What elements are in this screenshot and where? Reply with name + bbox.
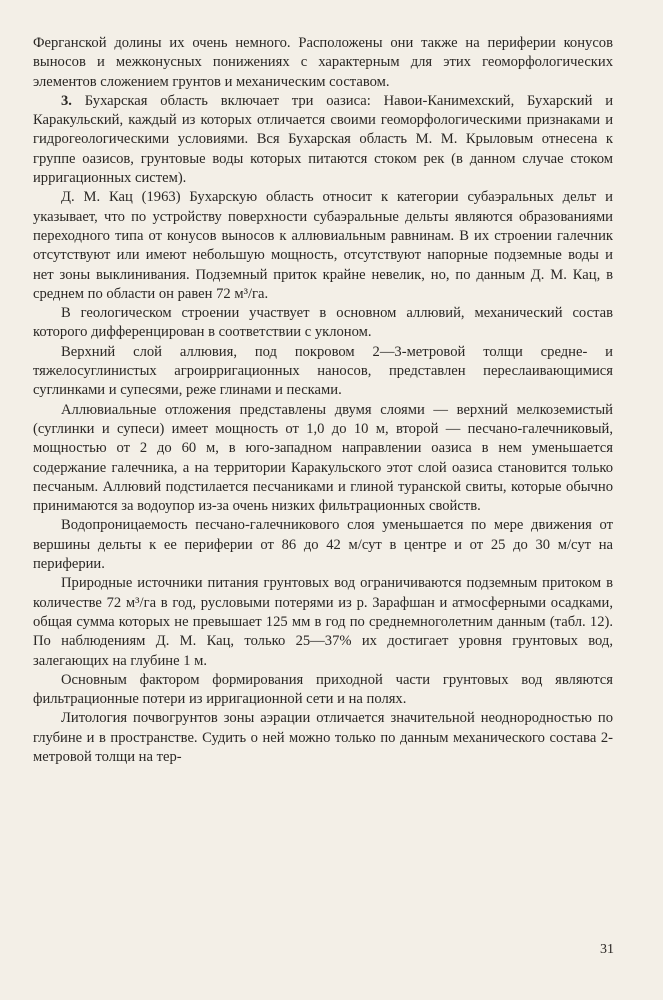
paragraph: Ферганской долины их очень немного. Расположены они также на периферии конусов выносов и межконусных понижениях с характерным для этих геоморфологических элементов сложением грунтов и механическим составом. — [33, 35, 613, 90]
body-text — [33, 34, 613, 767]
paragraph: Природные источники питания грунтовых вод ограничиваются подземным притоком в количестве 72 м³/га в год, русловыми потерями из р. Зарафшан и атмосферными осадками, общая сумма которых не превышает 125 мм в год по среднемноголетним данным (табл. 12). По наблюдениям Д. М. Кац, только 25—37% их достигает уровня грунтовых вод, залегающих на глубине 1 м. — [33, 575, 613, 669]
paragraph: В геологическом строении участвует в основном аллювий, механический состав которого дифференцирован в соответствии с уклоном. — [33, 305, 613, 341]
paragraph: Аллювиальные отложения представлены двумя слоями — верхний мелкоземистый (суглинки и супеси) имеет мощность от 1,0 до 10 м, второй — песчано-галечниковый, мощностью от 2 до 60 м, в юго-западном направлении оазиса в нем уменьшается содержание галечника, а на территории Каракульского этот слой оазиса становится только песчаным. Аллювий подстилается песчаниками и глиной туранской свиты, которые обычно принимаются за водоупор из-за очень низких фильтрационных свойств. — [33, 401, 613, 515]
paragraph: Д. М. Кац (1963) Бухарскую область относит к категории субаэральных дельт и указывает, что по устройству поверхности субаэральные дельты являются образованиями переходного типа от конусов выносов к аллювиальным равнинам. В их строении галечник отсутствуют или имеют небольшую мощность, отсутствуют напорные подземные воды и нет зоны выклинивания. Подземный приток крайне невелик, но, по данным Д. М. Кац, в среднем по области он равен 72 м³/га. — [33, 189, 613, 302]
paragraph: Верхний слой аллювия, под покровом 2—3-метровой толщи средне- и тяжелосуглинистых агроирригационных наносов, представлен переслаивающимися суглинками и супесями, реже глинами и песками. — [33, 343, 613, 399]
page-number: 31 — [600, 942, 614, 957]
paragraph: Водопроницаемость песчано-галечникового слоя уменьшается по мере движения от вершины дельты к ее периферии от 86 до 42 м/сут в центре и от 25 до 30 м/сут на периферии. — [33, 517, 613, 573]
paragraph-section-heading — [33, 92, 613, 188]
paragraph: Основным фактором формирования приходной части грунтовых вод являются фильтрационные потери из ирригационной сети и на полях. — [33, 671, 613, 708]
paragraph-text: Бухарская область включает три оазиса: Навои-Канимехский, Бухарский и Каракульский, каждый из которых отличается своими геоморфологическими признаками и гидрогеологическими условиями. Вся Бухарская область М. М. Крыловым отнесена к группе оазисов, грунтовые воды которых питаются стоком рек (в данном случае стоком ирригационных систем). — [33, 92, 614, 187]
paragraph: Литология почвогрунтов зоны аэрации отличается значительной неоднородностью по глубине и в пространстве. Судить о ней можно только по данным механического состава 2-метровой толщи на тер- — [33, 710, 613, 765]
section-number: 3. — [61, 92, 85, 109]
